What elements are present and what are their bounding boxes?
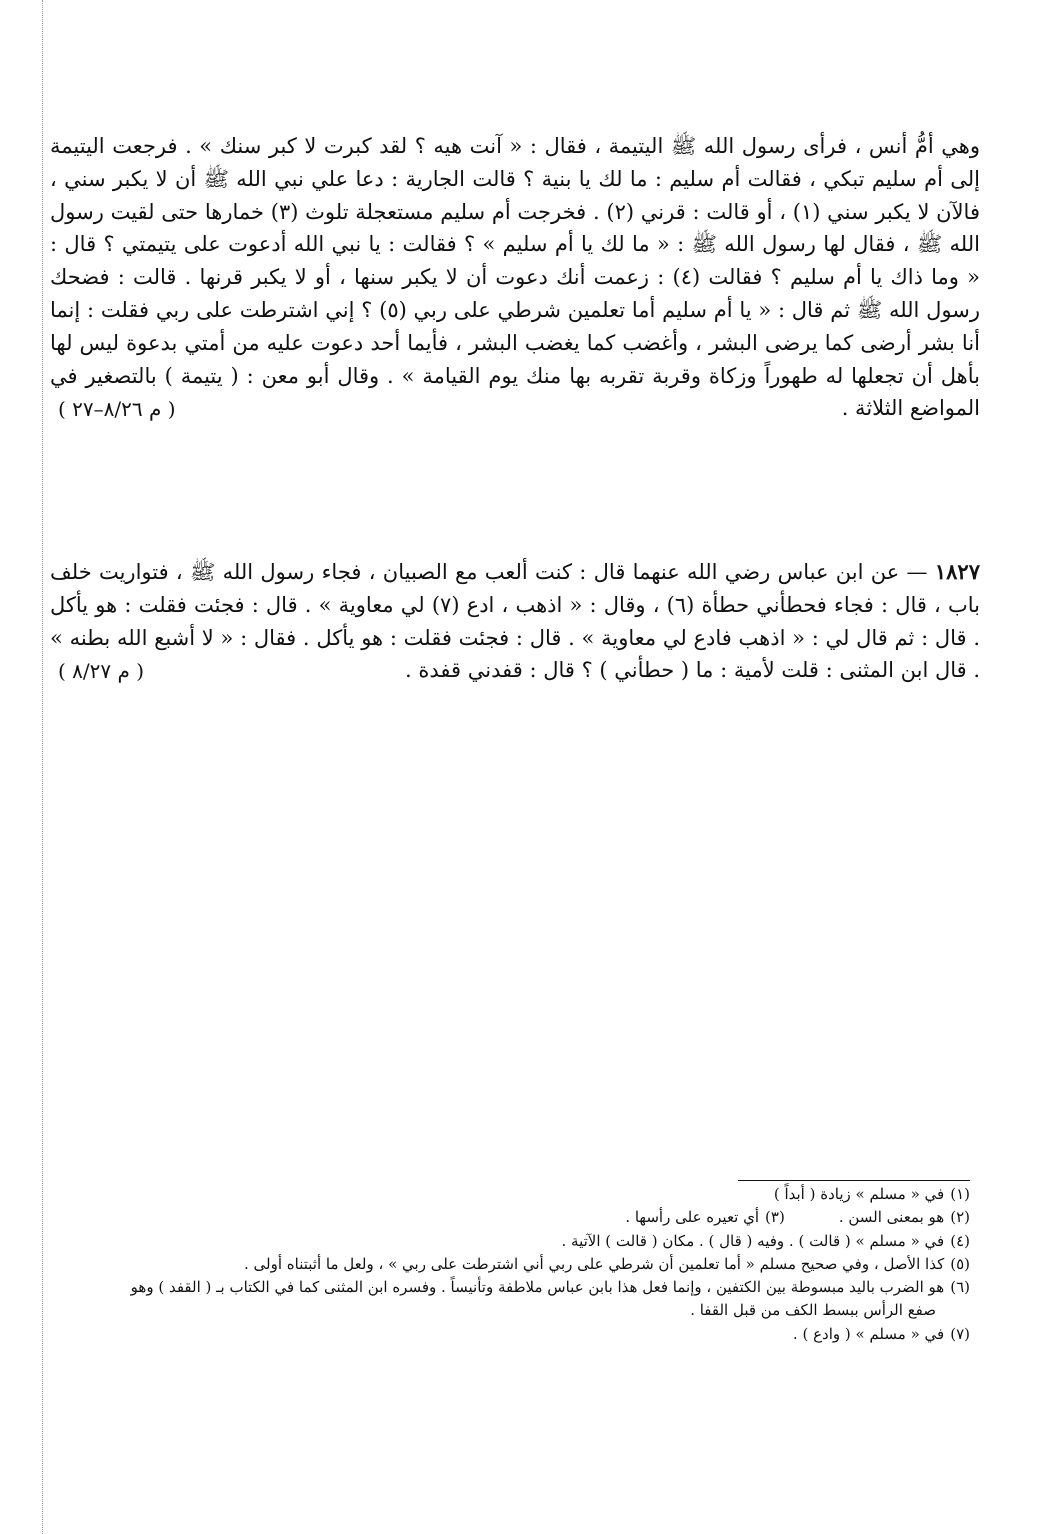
footnote-continuation: صفع الرأس ببسط الكف من قبل القفا . <box>690 1301 936 1320</box>
footnote: (١)في « مسلم » زيادة ( أبداً ) <box>773 1185 970 1203</box>
footnote: (٢)هو بمعنى السن .(٣)أي تعيره على رأسها . <box>625 1208 970 1227</box>
footnote-separator <box>738 1180 970 1181</box>
footnote: (٦)هو الضرب باليد مبسوطة بين الكتفين ، وإنما فعل هذا بابن عباس ملاطفة وتأنيساً . وفسره ابن المثنى كما في الكتاب بـ ( القفد ) وهو <box>130 1278 970 1297</box>
hadith-1827-block <box>50 556 980 687</box>
hadith-1826-text: وهي أمُّ أنس ، فرأى رسول الله ﷺ اليتيمة ، فقال : « آنت هيه ؟ لقد كبرت لا كبر سنك » . فرجعت اليتيمة إلى أم سليم تبكي ، فقالت أم سليم : ما لك يا بنية ؟ قالت الجارية : دعا علي نبي الله ﷺ أن لا يكبر سني ، فالآن لا يكبر سني (١) ، أو قالت : قرني (٢) . فخرجت أم سليم مستعجلة تلوث (٣) خمارها حتى لقيت رسول الله ﷺ ، فقال لها رسول الله ﷺ : « ما لك يا أم سليم » ؟ فقالت : يا نبي الله أدعوت على يتيمتي ؟ قال : « وما ذاك يا أم سليم ؟ فقالت (٤) : زعمت أنك دعوت أن لا يكبر سنها ، أو لا يكبر قرنها . قالت : فضحك رسول الله ﷺ ثم قال : « يا أم سليم أما تعلمين شرطي على ربي (٥) ؟ إني اشترطت على ربي فقلت : إنما أنا بشر أرضى كما يرضى البشر ، وأغضب كما يغضب البشر ، فأيما أحد دعوت عليه من أمتي بدعوة ليس لها بأهل أن تجعلها له طهوراً وزكاة وقربة تقربه بها منك يوم القيامة » . وقال أبو معن : ( يتيمة ) بالتصغير في المواضع الثلاثة . <box>50 134 980 421</box>
footnote: (٤)في « مسلم » ( قالت ) . وفيه ( قال ) . مكان ( قالت ) الآتية . <box>561 1231 970 1250</box>
hadith-1826-block <box>50 130 980 425</box>
hadith-1827-body: — عن ابن عباس رضي الله عنهما قال : كنت ألعب مع الصبيان ، فجاء رسول الله ﷺ ، فتواريت خلف باب ، قال : فجاء فحطأني حطأة (٦) ، وقال : « اذهب ، ادع (٧) لي معاوية » . قال : فجئت فقلت : هو يأكل . قال : ثم قال لي : « اذهب فادع لي معاوية » . قال : فجئت فقلت : هو يأكل . فقال : « لا أشبع الله بطنه » . قال ابن المثنى : قلت لأمية : ما ( حطأني ) ؟ قال : قفدني قفدة . <box>50 560 980 683</box>
footnotes <box>40 1183 970 1346</box>
footnote: (٥)كذا الأصل ، وفي صحيح مسلم « أما تعلمين أن شرطي على ربي أني اشترطت على ربي » ، ولعل ما أثبتناه أولى . <box>244 1254 970 1273</box>
hadith-1826-reference: ( م ٨/٢٦–٢٧ ) <box>58 397 176 422</box>
hadith-1827-reference: ( م ٨/٢٧ ) <box>58 659 145 684</box>
footnote: (٧)في « مسلم » ( وادع ) . <box>792 1324 970 1343</box>
hadith-number: ١٨٢٧ <box>934 559 980 584</box>
